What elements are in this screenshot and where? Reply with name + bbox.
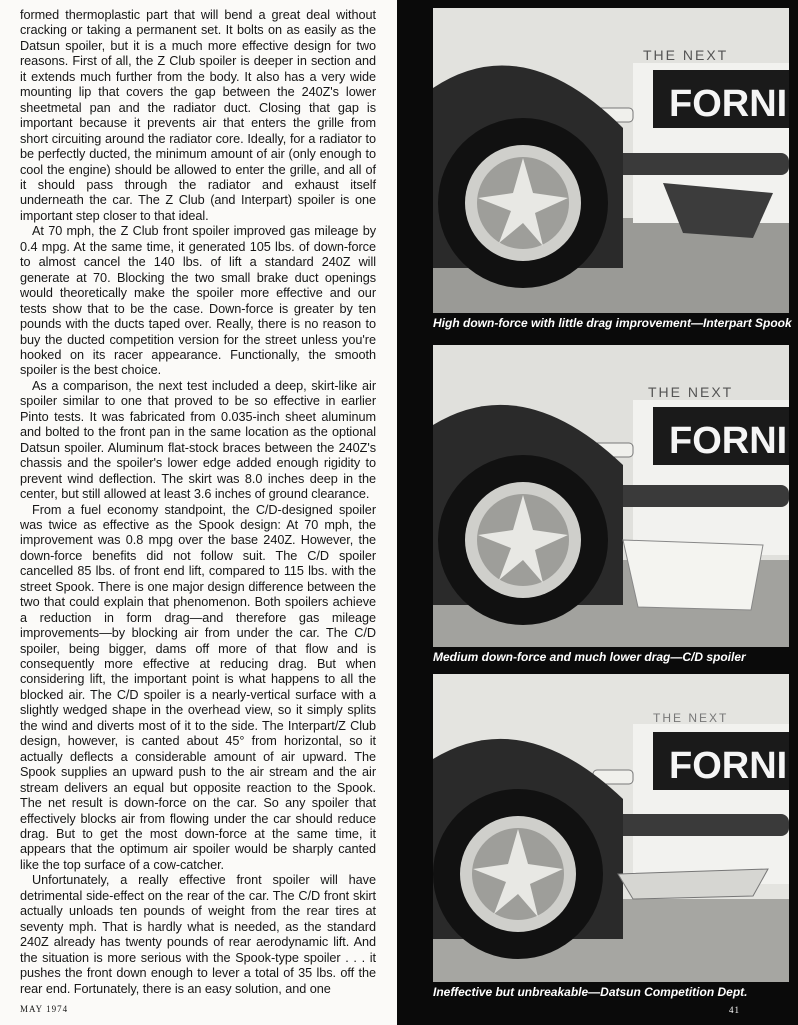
page-number: 41 bbox=[729, 1005, 740, 1015]
photo-column bbox=[397, 0, 798, 1025]
photo-caption: Ineffective but unbreakable—Datsun Competition Dept. bbox=[433, 985, 748, 999]
banner-text: FORNI bbox=[669, 745, 788, 787]
article-paragraph: As a comparison, the next test included a deep, skirt-like air spoiler similar to one that proved to be so effective in earlier Pinto tests. It was fabricated from 0.035-inch sheet aluminum and bolted to the front pan in the same location as the optional Datsun spoiler. Aluminum flat-stock braces between the 240Z's chassis and the spoiler's lower edge added enough rigidity to prevent wind deflection. The skirt was 8.0 inches deep in the center, but still allowed at least 3.6 inches of ground clearance. bbox=[20, 378, 376, 502]
article-paragraph: Unfortunately, a really effective front spoiler will have detrimental side-effect on the rear of the car. The C/D front skirt actually unloads ten pounds of weight from the rear tires at seventy mph. That is hardly what is needed, as the standard 240Z already has twenty pounds of rear aerodynamic lift. And the situation is more serious with the Spook-type spoiler . . . it pushes the front down enough to lever a total of 35 lbs. off the rear end. Fortunately, there is an easy solution, and one bbox=[20, 873, 376, 996]
photo-datsun-competition bbox=[433, 674, 789, 982]
banner-text: FORNI bbox=[669, 83, 788, 125]
banner-text: FORNI bbox=[669, 420, 788, 462]
photo-cd-spoiler bbox=[433, 345, 789, 647]
photo-caption: High down-force with little drag improvement—Interpart Spook bbox=[433, 316, 792, 330]
sign-text: THE NEXT bbox=[643, 47, 729, 63]
car-photo-image bbox=[433, 8, 789, 313]
article-paragraph: formed thermoplastic part that will bend a great deal without cracking or taking a permanent set. It bolts on as easily as the Datsun spoiler, but it is a much more effective design for two reasons. First of all, the Z Club spoiler is deeper in section and it extends much further from the body. It also has a very wide mounting lip that covers the gap between the 240Z's lower sheetmetal pan and the radiator duct. Closing that gap is important because it prevents air that enters the grille from short circuiting around the radiator core. Ideally, for a radiator to be perfectly ducted, the minimum amount of air (only enough to cool the engine) should be allowed to enter the grille, and all of it should pass through the radiator and exhaust itself underneath the car. The Z Club (and Interpart) spoiler is one important step closer to that ideal. bbox=[20, 8, 376, 223]
sign-text: THE NEXT bbox=[648, 384, 734, 400]
article-paragraph: At 70 mph, the Z Club front spoiler improved gas mileage by 0.4 mpg. At the same time, it generated 105 lbs. of down-force to almost cancel the 140 lbs. of lift a standard 240Z will generate at 70. Blocking the two small brake duct openings would theoretically make the spoiler more effective and our tests show that to be the case. Down-force is greater by ten pounds with the ducts taped over. Really, there is no reason to buy the ducted competition version for the street unless you're hooked on its racer appearance. Functionally, the smooth spoiler is the best choice. bbox=[20, 224, 376, 378]
article-paragraph: From a fuel economy standpoint, the C/D-designed spoiler was twice as effective as the Spook design: At 70 mph, the improvement was 0.8 mpg over the base 240Z. However, the down-force benefits did not follow suit. The C/D spoiler cancelled 85 lbs. of front end lift, compared to 115 lbs. with the street Spook. There is one major design difference between the two that could explain that phenomenon. Both spoilers achieve a reduction in form drag—and therefore gas mileage improvements—by blocking air from under the car. The C/D spoiler, being bigger, dams off more of that flow and is consequently more effective at reducing drag. But when considering lift, the important point is what happens to all the blocked air. The C/D spoiler is a nearly-vertical surface with a slightly wedged shape in the overhead view, so it simply splits the wind and diverts most of it to the side. The Interpart/Z Club design, however, is canted about 45° from horizontal, so it actually deflects a considerable amount of air upward. The Spook supplies an upward push to the air stream and the air stream delivers an equal but opposite reaction to the Spook. The net result is down-force on the car. So any spoiler that effectively blocks air from flowing under the car should reduce drag. But to get the most down-force at the same time, it appears that the optimum air spoiler would be sharply canted like the top surface of a cow-catcher. bbox=[20, 502, 376, 872]
article-body bbox=[20, 8, 376, 997]
car-photo-image bbox=[433, 345, 789, 647]
car-photo-image bbox=[433, 674, 789, 982]
sign-text: THE NEXT bbox=[653, 711, 729, 725]
photo-interpart-spook bbox=[433, 8, 789, 313]
photo-caption: Medium down-force and much lower drag—C/D spoiler bbox=[433, 650, 746, 664]
issue-date: MAY 1974 bbox=[20, 1004, 69, 1014]
